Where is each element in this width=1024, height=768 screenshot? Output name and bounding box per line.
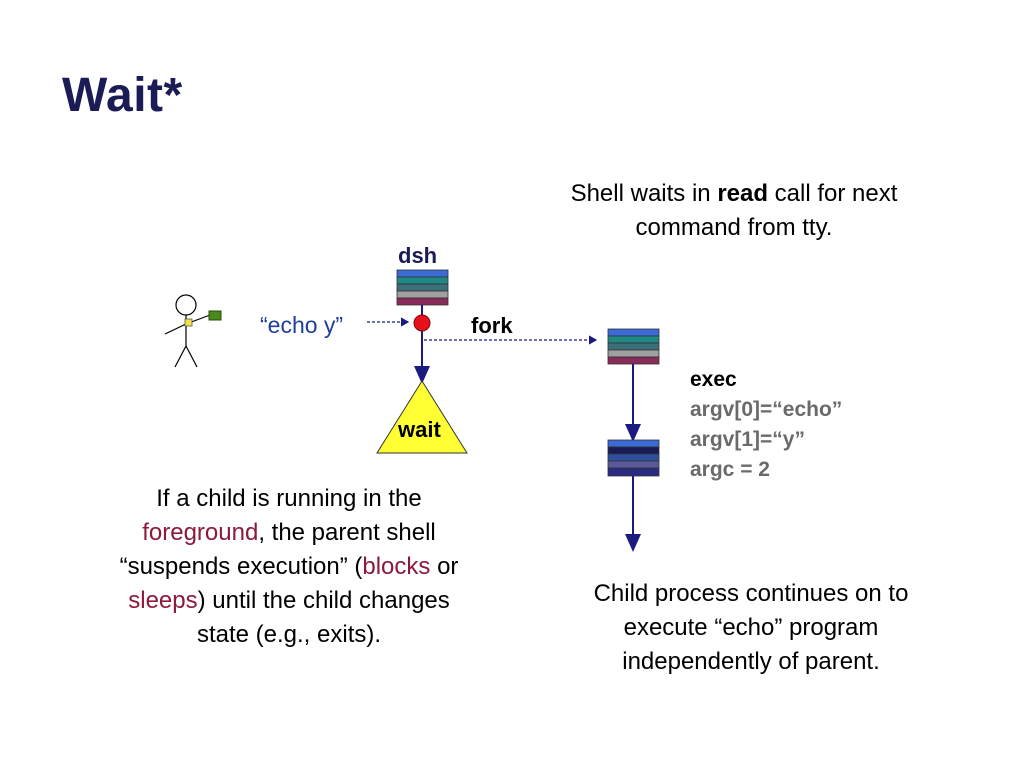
slide-title: Wait* [62,69,183,122]
terminal-icon [209,311,221,320]
echo-process-stack [608,440,659,476]
wait-label: wait [398,417,441,442]
stick-figure-icon [165,295,210,367]
read-point-dot [414,315,430,331]
exec-args-block [690,365,842,485]
blocks-keyword: blocks [362,553,431,580]
exec-label: exec [690,368,737,391]
note-text: or [430,553,459,580]
echo-command-label: “echo y” [260,312,344,338]
dsh-process-stack [397,270,448,305]
shell-note-read-keyword: read [717,180,769,207]
note-text: , the parent shell “suspends execution” ( [119,519,436,580]
dsh-label: dsh [398,243,438,268]
sleeps-keyword: sleeps [128,587,198,614]
note-text: ) until the child changes state (e.g., exits). [196,587,450,648]
note-text: If a child is running in the [156,485,422,512]
child-process-stack [608,329,659,364]
argv0-line: argv[0]=“echo” [690,398,843,421]
argc-line: argc = 2 [690,458,770,481]
fork-label: fork [471,313,513,338]
argv1-line: argv[1]=“y” [690,428,805,451]
shell-note-text: Shell waits in [570,180,718,207]
foreground-keyword: foreground [142,519,259,546]
foreground-note [100,482,478,652]
shell-note-text-end: call for next command from tty. [635,180,898,241]
child-continues-note: Child process continues on to execute “echo” program independently of parent. [593,580,909,675]
